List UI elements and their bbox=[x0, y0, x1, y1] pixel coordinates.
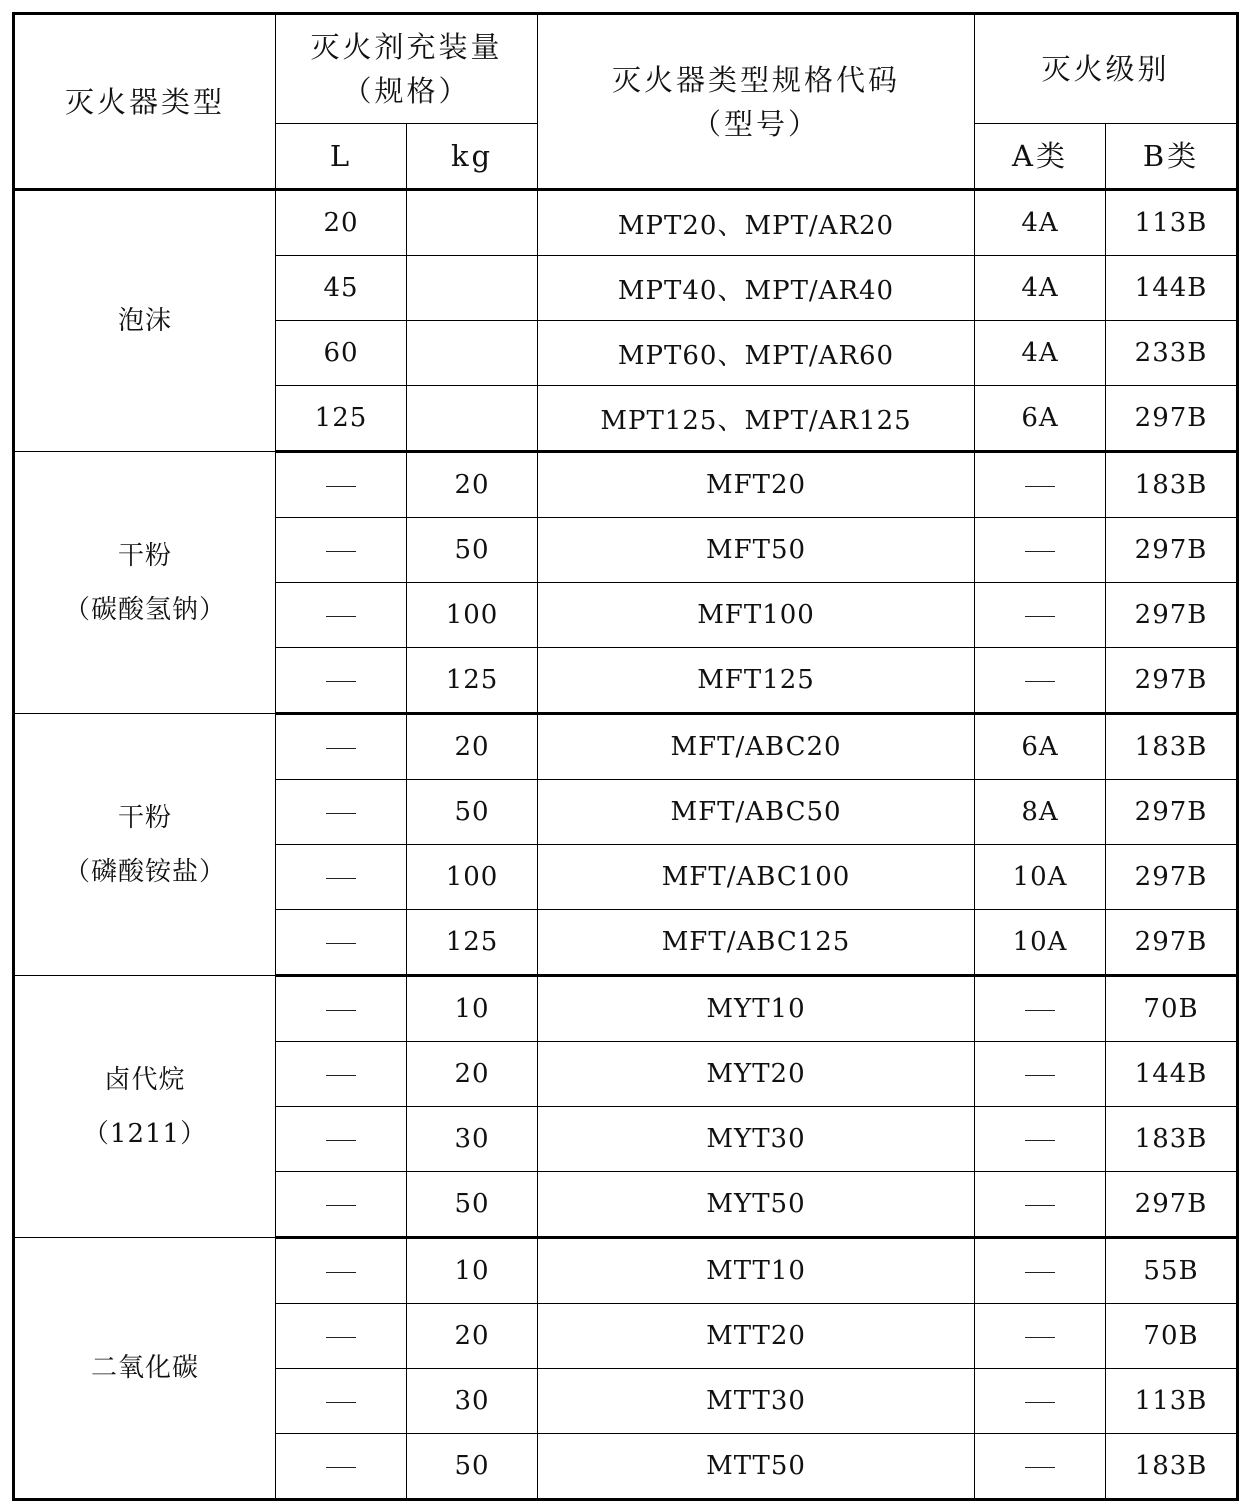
cell-class-a-rating bbox=[975, 1238, 1106, 1304]
cell-volume-l bbox=[276, 1238, 407, 1304]
cell-class-b-rating: 183B bbox=[1106, 714, 1238, 780]
cell-volume-l bbox=[276, 780, 407, 845]
cell-class-b-rating: 233B bbox=[1106, 321, 1238, 386]
cell-mass-kg: 10 bbox=[407, 1238, 538, 1304]
cell-model-code: MTT30 bbox=[538, 1369, 975, 1434]
cell-model-code: MFT100 bbox=[538, 583, 975, 648]
cell-mass-kg: 20 bbox=[407, 1304, 538, 1369]
empty-dash bbox=[326, 1467, 356, 1468]
cell-mass-kg bbox=[407, 190, 538, 256]
empty-dash bbox=[1025, 681, 1055, 682]
cell-volume-l bbox=[276, 648, 407, 714]
extinguisher-type-cell bbox=[14, 452, 276, 714]
empty-dash bbox=[1025, 616, 1055, 617]
cell-class-a-rating: 8A bbox=[975, 780, 1106, 845]
cell-model-code: MFT50 bbox=[538, 518, 975, 583]
cell-volume-l bbox=[276, 583, 407, 648]
table-row bbox=[14, 976, 1238, 1042]
cell-class-b-rating: 70B bbox=[1106, 1304, 1238, 1369]
cell-class-a-rating bbox=[975, 583, 1106, 648]
cell-class-a-rating bbox=[975, 1172, 1106, 1238]
cell-class-a-rating bbox=[975, 1304, 1106, 1369]
cell-mass-kg: 50 bbox=[407, 1172, 538, 1238]
extinguisher-type-cell bbox=[14, 976, 276, 1238]
cell-model-code: MYT50 bbox=[538, 1172, 975, 1238]
empty-dash bbox=[326, 878, 356, 879]
empty-dash bbox=[326, 681, 356, 682]
extinguisher-type-label: 泡沫 bbox=[117, 306, 172, 336]
cell-volume-l bbox=[276, 1369, 407, 1434]
cell-class-a-rating: 6A bbox=[975, 714, 1106, 780]
empty-dash bbox=[1025, 1140, 1055, 1141]
cell-class-b-rating: 144B bbox=[1106, 256, 1238, 321]
empty-dash bbox=[326, 1337, 356, 1338]
cell-model-code: MTT20 bbox=[538, 1304, 975, 1369]
extinguisher-type-cell bbox=[14, 1238, 276, 1500]
cell-mass-kg bbox=[407, 256, 538, 321]
cell-model-code: MFT125 bbox=[538, 648, 975, 714]
cell-mass-kg: 10 bbox=[407, 976, 538, 1042]
cell-class-b-rating: 113B bbox=[1106, 190, 1238, 256]
cell-model-code: MFT/ABC50 bbox=[538, 780, 975, 845]
header-class-a: A类 bbox=[975, 124, 1106, 190]
cell-mass-kg: 100 bbox=[407, 845, 538, 910]
empty-dash bbox=[1025, 1467, 1055, 1468]
extinguisher-type-cell bbox=[14, 714, 276, 976]
empty-dash bbox=[1025, 1272, 1055, 1273]
table-body bbox=[14, 190, 1238, 1500]
header-model-code: 灭火器类型规格代码 （型号） bbox=[538, 14, 975, 190]
cell-class-a-rating bbox=[975, 518, 1106, 583]
cell-class-a-rating bbox=[975, 1434, 1106, 1500]
cell-model-code: MPT40、MPT/AR40 bbox=[538, 256, 975, 321]
empty-dash bbox=[326, 616, 356, 617]
extinguisher-type-label: （碳酸氢钠） bbox=[63, 594, 226, 625]
cell-volume-l bbox=[276, 1172, 407, 1238]
cell-class-a-rating bbox=[975, 452, 1106, 518]
empty-dash bbox=[326, 748, 356, 749]
cell-class-b-rating: 297B bbox=[1106, 780, 1238, 845]
empty-dash bbox=[1025, 486, 1055, 487]
cell-mass-kg: 50 bbox=[407, 518, 538, 583]
empty-dash bbox=[326, 1272, 356, 1273]
extinguisher-type-label: 干粉 bbox=[117, 802, 172, 833]
cell-volume-l: 60 bbox=[276, 321, 407, 386]
header-charge-amount: 灭火剂充装量 （规格） bbox=[276, 14, 538, 124]
empty-dash bbox=[326, 1402, 356, 1403]
cell-model-code: MTT10 bbox=[538, 1238, 975, 1304]
cell-model-code: MFT/ABC125 bbox=[538, 910, 975, 976]
cell-class-b-rating: 55B bbox=[1106, 1238, 1238, 1304]
empty-dash bbox=[1025, 1402, 1055, 1403]
extinguisher-type-cell bbox=[14, 190, 276, 452]
cell-volume-l bbox=[276, 452, 407, 518]
cell-model-code: MYT10 bbox=[538, 976, 975, 1042]
cell-volume-l bbox=[276, 714, 407, 780]
empty-dash bbox=[326, 1010, 356, 1011]
header-fire-rating: 灭火级别 bbox=[975, 14, 1238, 124]
table-header bbox=[14, 14, 1238, 190]
cell-volume-l bbox=[276, 1107, 407, 1172]
cell-volume-l bbox=[276, 1304, 407, 1369]
cell-class-b-rating: 144B bbox=[1106, 1042, 1238, 1107]
cell-volume-l: 45 bbox=[276, 256, 407, 321]
empty-dash bbox=[326, 1075, 356, 1076]
cell-mass-kg: 30 bbox=[407, 1369, 538, 1434]
cell-model-code: MPT125、MPT/AR125 bbox=[538, 386, 975, 452]
empty-dash bbox=[326, 486, 356, 487]
cell-class-a-rating bbox=[975, 648, 1106, 714]
empty-dash bbox=[326, 943, 356, 944]
cell-volume-l bbox=[276, 976, 407, 1042]
cell-model-code: MPT60、MPT/AR60 bbox=[538, 321, 975, 386]
extinguisher-type-label: （磷酸铵盐） bbox=[63, 856, 226, 887]
extinguisher-type-label: 卤代烷 bbox=[104, 1064, 186, 1095]
header-extinguisher-type: 灭火器类型 bbox=[14, 14, 276, 190]
cell-volume-l bbox=[276, 518, 407, 583]
cell-volume-l: 125 bbox=[276, 386, 407, 452]
cell-mass-kg bbox=[407, 386, 538, 452]
cell-class-a-rating: 10A bbox=[975, 845, 1106, 910]
table-row bbox=[14, 1238, 1238, 1304]
cell-model-code: MYT20 bbox=[538, 1042, 975, 1107]
header-class-b: B类 bbox=[1106, 124, 1238, 190]
extinguisher-type-label: （1211） bbox=[82, 1118, 208, 1149]
extinguisher-type-label: 二氧化碳 bbox=[90, 1353, 199, 1383]
cell-model-code: MPT20、MPT/AR20 bbox=[538, 190, 975, 256]
empty-dash bbox=[1025, 1205, 1055, 1206]
cell-mass-kg: 20 bbox=[407, 714, 538, 780]
empty-dash bbox=[1025, 1075, 1055, 1076]
cell-mass-kg: 125 bbox=[407, 648, 538, 714]
cell-class-b-rating: 297B bbox=[1106, 845, 1238, 910]
cell-volume-l bbox=[276, 910, 407, 976]
cell-volume-l bbox=[276, 845, 407, 910]
cell-mass-kg: 100 bbox=[407, 583, 538, 648]
cell-class-b-rating: 297B bbox=[1106, 648, 1238, 714]
table-row bbox=[14, 190, 1238, 256]
cell-class-b-rating: 297B bbox=[1106, 518, 1238, 583]
cell-mass-kg: 20 bbox=[407, 452, 538, 518]
cell-model-code: MFT/ABC100 bbox=[538, 845, 975, 910]
empty-dash bbox=[326, 551, 356, 552]
cell-class-a-rating: 4A bbox=[975, 321, 1106, 386]
cell-class-b-rating: 297B bbox=[1106, 386, 1238, 452]
cell-mass-kg: 50 bbox=[407, 780, 538, 845]
table-row bbox=[14, 714, 1238, 780]
cell-class-b-rating: 183B bbox=[1106, 452, 1238, 518]
cell-class-b-rating: 297B bbox=[1106, 910, 1238, 976]
cell-class-b-rating: 183B bbox=[1106, 1434, 1238, 1500]
empty-dash bbox=[326, 1205, 356, 1206]
empty-dash bbox=[1025, 1337, 1055, 1338]
empty-dash bbox=[1025, 551, 1055, 552]
cell-class-b-rating: 297B bbox=[1106, 583, 1238, 648]
cell-volume-l bbox=[276, 1434, 407, 1500]
table-row bbox=[14, 452, 1238, 518]
header-unit-l: L bbox=[276, 124, 407, 190]
empty-dash bbox=[326, 813, 356, 814]
cell-mass-kg bbox=[407, 321, 538, 386]
extinguisher-type-label: 干粉 bbox=[117, 540, 172, 571]
cell-model-code: MFT/ABC20 bbox=[538, 714, 975, 780]
cell-mass-kg: 50 bbox=[407, 1434, 538, 1500]
cell-class-a-rating bbox=[975, 976, 1106, 1042]
cell-class-a-rating: 6A bbox=[975, 386, 1106, 452]
cell-class-b-rating: 70B bbox=[1106, 976, 1238, 1042]
cell-class-a-rating bbox=[975, 1107, 1106, 1172]
extinguisher-spec-table bbox=[12, 12, 1239, 1501]
cell-class-a-rating: 4A bbox=[975, 190, 1106, 256]
cell-class-a-rating bbox=[975, 1042, 1106, 1107]
empty-dash bbox=[326, 1140, 356, 1141]
cell-model-code: MFT20 bbox=[538, 452, 975, 518]
cell-mass-kg: 30 bbox=[407, 1107, 538, 1172]
cell-class-b-rating: 297B bbox=[1106, 1172, 1238, 1238]
cell-mass-kg: 125 bbox=[407, 910, 538, 976]
cell-model-code: MYT30 bbox=[538, 1107, 975, 1172]
cell-volume-l bbox=[276, 1042, 407, 1107]
cell-class-b-rating: 113B bbox=[1106, 1369, 1238, 1434]
cell-class-a-rating: 10A bbox=[975, 910, 1106, 976]
cell-mass-kg: 20 bbox=[407, 1042, 538, 1107]
header-unit-kg: kg bbox=[407, 124, 538, 190]
cell-volume-l: 20 bbox=[276, 190, 407, 256]
empty-dash bbox=[1025, 1010, 1055, 1011]
cell-class-a-rating: 4A bbox=[975, 256, 1106, 321]
cell-class-b-rating: 183B bbox=[1106, 1107, 1238, 1172]
cell-model-code: MTT50 bbox=[538, 1434, 975, 1500]
cell-class-a-rating bbox=[975, 1369, 1106, 1434]
